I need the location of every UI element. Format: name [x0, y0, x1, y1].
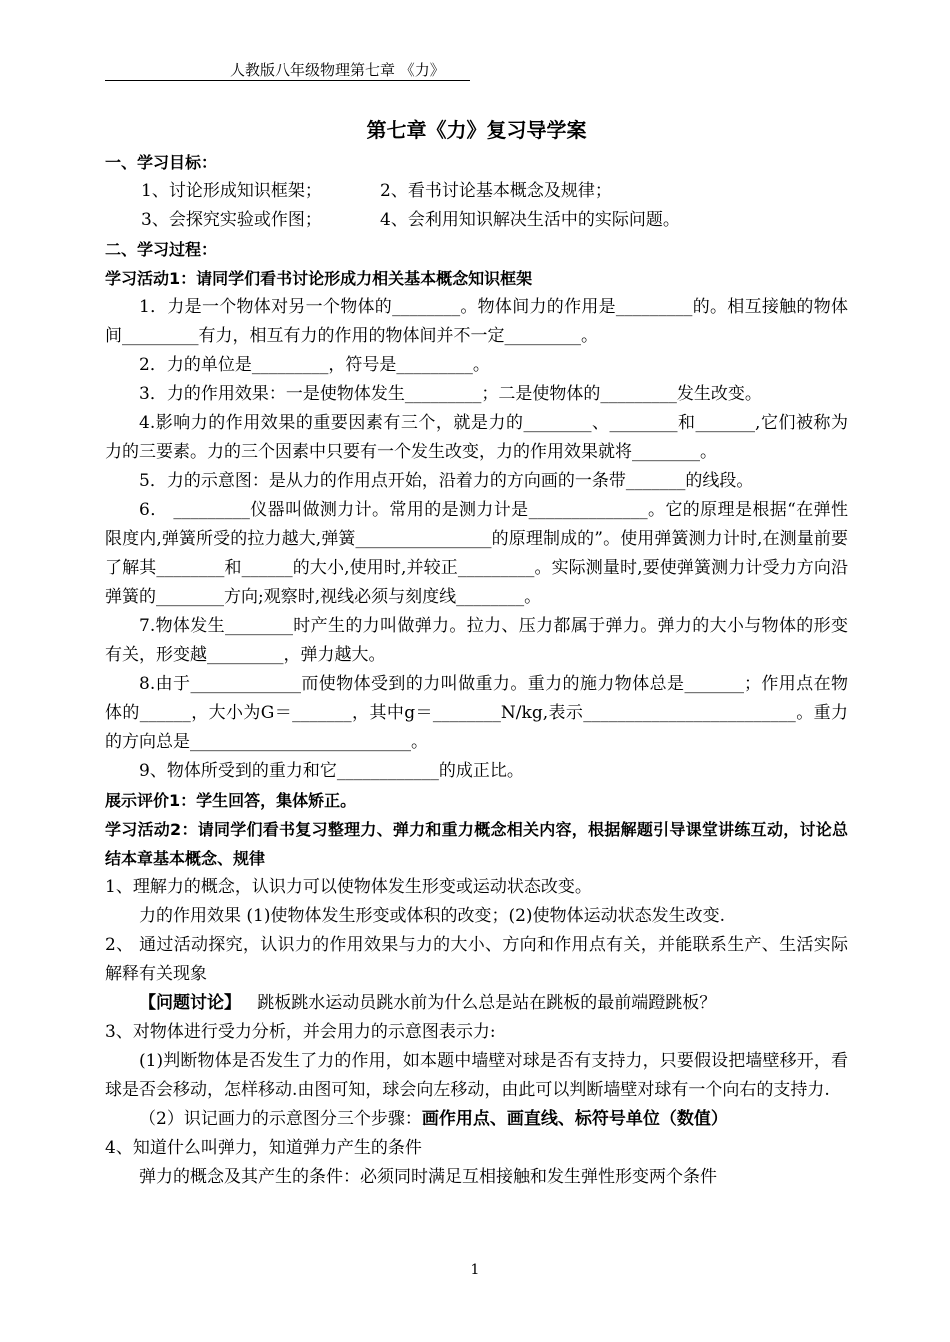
page-header: 人教版八年级物理第七章 《力》 — [105, 60, 470, 81]
section-heading-process: 二、学习过程： — [105, 240, 218, 259]
point-3-b-text: （2）识记画力的示意图分三个步骤： — [139, 1109, 422, 1129]
discussion-text: 跳板跳水运动员跳水前为什么总是站在跳板的最前端蹬跳板？ — [257, 993, 717, 1013]
question-6: 6． _________仪器叫做测力计。常用的是测力计是______________。它的原理是根据“在弹性限度内,弹簧所受的拉力越大,弹簧________________的原理制成的”。使用弹簧测力计时,在测量前要了解其________和______的大小,使用时,并较正_________。实际测量时,要使弹簧测力计受力方向沿弹簧的________方向;观察时,视线必须与刻度线________。 — [105, 500, 848, 607]
discussion-label: 【问题讨论】 — [139, 993, 241, 1013]
point-4-detail: 弹力的概念及其产生的条件：必须同时满足互相接触和发生弹性形变两个条件 — [139, 1167, 717, 1187]
discussion-line — [105, 989, 848, 1018]
goal-row-1 — [105, 177, 848, 206]
question-8: 8.由于_____________而使物体受到的力叫做重力。重力的施力物体总是_______；作用点在物体的______，大小为G＝_______，其中g＝________N/kg,表示_________________________。重力的方向总是__________________________。 — [105, 674, 848, 752]
point-3-b-steps: 画作用点、画直线、标符号单位（数值） — [421, 1109, 728, 1129]
point-1-detail: 力的作用效果 (1)使物体发生形变或体积的改变；(2)使物体运动状态发生改变. — [139, 906, 725, 926]
question-5: 5．力的示意图：是从力的作用点开始，沿着力的方向画的一条带_______的线段。 — [139, 471, 754, 491]
document-title: 第七章《力》复习导学案 — [366, 118, 587, 142]
section-heading-goals: 一、学习目标： — [105, 153, 218, 172]
page-content — [105, 112, 848, 1192]
question-4: 4.影响力的作用效果的重要因素有三个，就是力的________、________和_______,它们被称为力的三要素。力的三个因素中只要有一个发生改变，力的作用效果就将________。 — [105, 413, 848, 462]
point-1: 1、理解力的概念，认识力可以使物体发生形变或运动状态改变。 — [105, 877, 592, 897]
point-3: 3、对物体进行受力分析，并会用力的示意图表示力: — [105, 1022, 496, 1042]
goal-row-2 — [105, 206, 848, 235]
point-3-b — [105, 1105, 848, 1134]
show-evaluation-1: 展示评价1：学生回答，集体矫正。 — [105, 791, 357, 810]
goal-item: 1、讨论形成知识框架； — [141, 181, 322, 201]
point-2: 2、 通过活动探究，认识力的作用效果与力的大小、方向和作用点有关，并能联系生产、生活实际解释有关现象 — [105, 935, 848, 984]
goal-item: 2、看书讨论基本概念及规律； — [380, 181, 612, 201]
point-3-a: (1)判断物体是否发生了力的作用，如本题中墙壁对球是否有支持力，只要假设把墙壁移开，看球是否会移动，怎样移动.由图可知，球会向左移动，由此可以判断墙壁对球有一个向右的支持力. — [105, 1051, 848, 1100]
page-number: 1 — [470, 1262, 480, 1278]
question-7: 7.物体发生________时产生的力叫做弹力。拉力、压力都属于弹力。弹力的大小与物体的形变有关，形变越_________，弹力越大。 — [105, 616, 848, 665]
question-1: 1．力是一个物体对另一个物体的________。物体间力的作用是_________的。相互接触的物体间_________有力，相互有力的作用的物体间并不一定_________。 — [105, 297, 848, 346]
question-3: 3．力的作用效果：一是使物体发生_________；二是使物体的_________发生改变。 — [139, 384, 762, 404]
question-2: 2．力的单位是_________，符号是_________。 — [139, 355, 490, 375]
activity-2-heading: 学习活动2：请同学们看书复习整理力、弹力和重力概念相关内容，根据解题引导课堂讲练互动，讨论总结本章基本概念、规律 — [105, 820, 848, 868]
point-4: 4、知道什么叫弹力，知道弹力产生的条件 — [105, 1138, 422, 1158]
question-9: 9、物体所受到的重力和它____________的成正比。 — [139, 761, 524, 781]
activity-1-heading: 学习活动1：请同学们看书讨论形成力相关基本概念知识框架 — [105, 269, 533, 288]
goal-item: 3、会探究实验或作图； — [141, 210, 322, 230]
goal-item: 4、会利用知识解决生活中的实际问题。 — [380, 210, 680, 230]
